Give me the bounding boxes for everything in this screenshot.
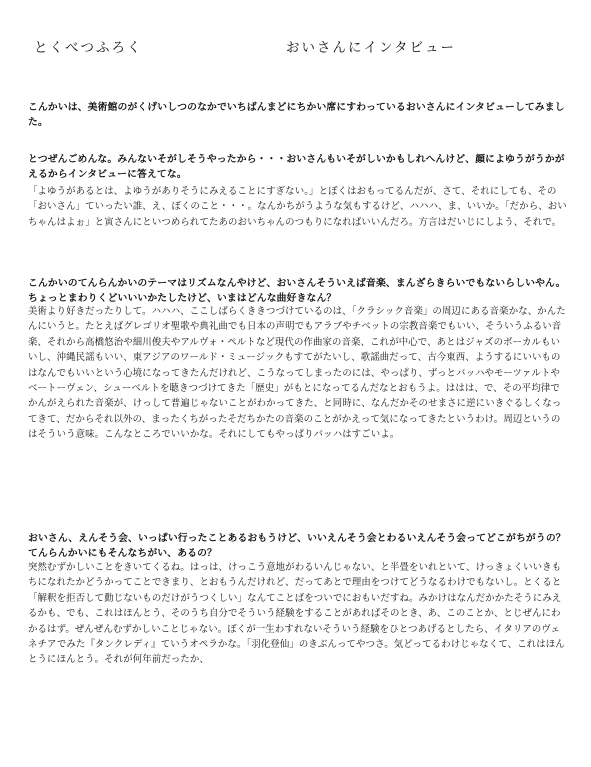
intro-paragraph: こんかいは、美術館のがくげいしつのなかでいちばんまどにちかい席にすわっているおいさんにインタビューしてみました。 [28, 102, 565, 129]
page-title: おいさんにインタビュー [286, 40, 456, 56]
question-2: こんかいのてんらんかいのテーマはリズムなんやけど、おいさんそういえば音楽、まんざらきらいでもないらしいやん。ちょっとまわりくどいいいかたしたけど、いまはどんな曲好きなん？ [28, 278, 566, 305]
page-header [28, 36, 571, 58]
special-supplement-label: とくべつふろく [34, 40, 143, 56]
answer-2: 美術より好きだったりして。ハハハ、ここしばらくききつづけているのは、「クラシック音楽」の周辺にある音楽かな、かんたんにいうと。たとえばグレゴリオ聖歌や典礼曲でも日本の声明でもアラブやチベットの宗教音楽でもいい、そういうふるい音楽、それから高橋悠治や細川俊夫やアルヴォ・ペルトなど現代の作曲家の音楽、これが中心で、あとはジャズのボーカルもいいし、沖縄民謡もいい、東アジアのワールド・ミュージックもすてがたいし、歌謡曲だって、古今東西、ようするにいいものはなんでもいいという心境になってきたんだけれど、こうなってしまったのには、やっぱり、ずっとバッハやモーツァルトやベートーヴェン、シューベルトを聴きつづけてきた「歴史」がもとになってるんだなとおもうよ。ははは、で、その平均律でかんがえられた音楽が、けっして普遍じゃないことがわかってきた、と同時に、なんだかそのせまさに逆にいきぐるしくなってきて、だからそれ以外の、まったくちがったそだちかたの音楽のことがかえって気になってきたというわけ。周辺というのはそういう意味。こんなところでいいかな。それにしてもやっぱりバッハはすごいよ。 [28, 306, 566, 441]
question-3: おいさん、えんそう会、いっぱい行ったことあるおもうけど、いいえんそう会とわるいえんそう会ってどこがちがうの？てんらんかいにもそんなちがい、あるの？ [28, 533, 566, 560]
answer-3: 突然むずかしいことをきいてくるね。はっは、けっこう意地がわるいんじゃない、と半畳をいれといて、けっきょくいいきもちになれたかどうかってことできまり、とおもうんだけれど、だってあとで理由をつけてどうなるわけでもないし。とくると「解釈を拒否して動じないものだけがうつくしい」なんてことばをついでにおもいだすね。みかけはなんだかかたそうにみえるかも、でも、これはほんとう、そのうち自分でそういう経験をすることがあればそのとき、あ、このことか、とじぜんにわかるはず。ぜんぜんむずかしいことじゃない。ぼくが一生わすれないそういう経験をひとつあげるとしたら、イタリアのヴェネチアでみた『タンクレディ』ていうオペラかな。「羽化登仙」のきぶんってやつさ。気どってるわけじゃなくて、これはほんとうにほんとう。それが何年前だったか、 [28, 562, 565, 666]
answer-1: 「よゆうがあるとは、よゆうがありそうにみえることにすぎない。」とぼくはおもってるんだが、さて、それにしても、その「おいさん」ていったい誰、え、ぼくのこと・・・。なんかちがうような気もするけど、ハハハ、ま、いいか。「だから、おいちゃんはよぉ」と寅さんにといつめられてたあのおいちゃんのつもりになればいいんだろ。方言はだいじにしよう、それで。 [28, 186, 567, 228]
question-1: とつぜんごめんな。みんないそがしそうやったから・・・おいさんもいそがしいかもしれへんけど、顔によゆうがうかがえるからインタビューに答えてな。 [28, 154, 565, 181]
